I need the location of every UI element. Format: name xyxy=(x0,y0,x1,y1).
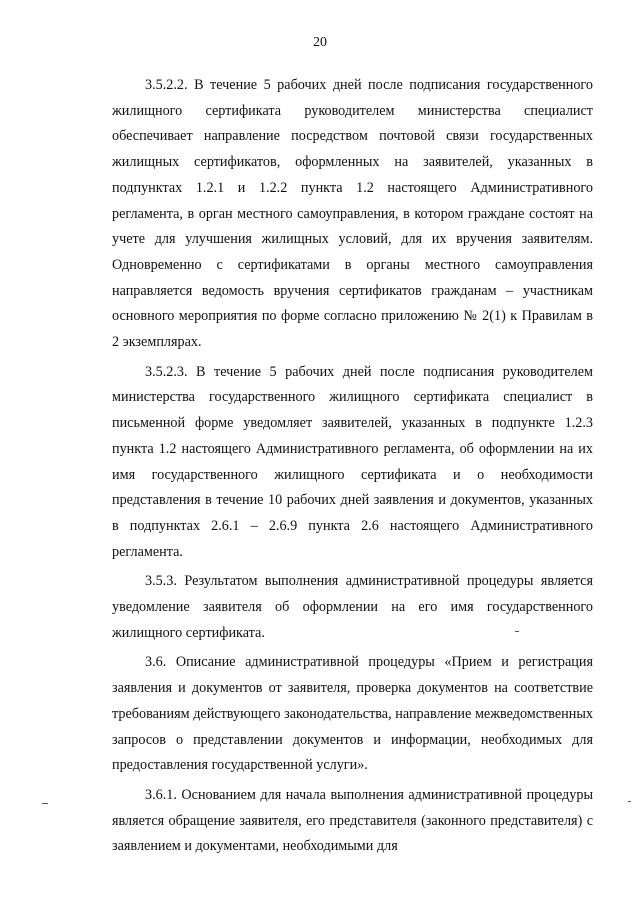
page-number: 20 xyxy=(313,35,327,50)
paragraph-3-5-2-3: 3.5.2.3. В течение 5 рабочих дней после подписания руководителем министерства государственного жилищного сертификата специалист в письменной форме уведомляет заявителей, указанных в подпункте 1.2.3 пункта 1.2 настоящего Административного регламента, об оформлении на их имя государственного жилищного сертификата и о необходимости представления в течение 10 рабочих дней заявления и документов, указанных в подпунктах 2.6.1 – 2.6.9 пункта 2.6 настоящего Административного регламента. xyxy=(112,363,593,560)
paragraph-3-5-2-2: 3.5.2.2. В течение 5 рабочих дней после подписания государственного жилищного сертификата руководителем министерства специалист обеспечивает направление посредством почтовой связи государственных жилищных сертификатов, оформленных на заявителей, указанных в подпунктах 1.2.1 и 1.2.2 пункта 1.2 настоящего Административного регламента, в орган местного самоуправления, в котором граждане состоят на учете для улучшения жилищных условий, для их вручения заявителям. Одновременно с сертификатами в органы местного самоуправления направляется ведомость вручения сертификатов гражданам – участникам основного мероприятия по форме согласно приложению № 2(1) к Правилам в 2 экземплярах. xyxy=(112,77,593,351)
paragraph-3-5-3: 3.5.3. Результатом выполнения административной процедуры является уведомление заявителя об оформлении на его имя государственного жилищного сертификата. xyxy=(112,573,593,641)
scan-artifact-left xyxy=(42,803,48,804)
scan-artifact-right xyxy=(628,801,631,802)
paragraph-3-6-1: 3.6.1. Основанием для начала выполнения административной процедуры является обращение заявителя, его представителя (законного представителя) с заявлением и документами, необходимыми для xyxy=(112,786,593,855)
paragraph-3-6: 3.6. Описание административной процедуры «Прием и регистрация заявления и документов от заявителя, проверка документов на соответствие требованиям действующего законодательства, направление межведомственных запросов о представлении документов и информации, необходимых для предоставления государственной услуги». xyxy=(112,654,593,774)
document-body xyxy=(112,73,593,860)
scan-artifact-mid xyxy=(515,631,519,632)
